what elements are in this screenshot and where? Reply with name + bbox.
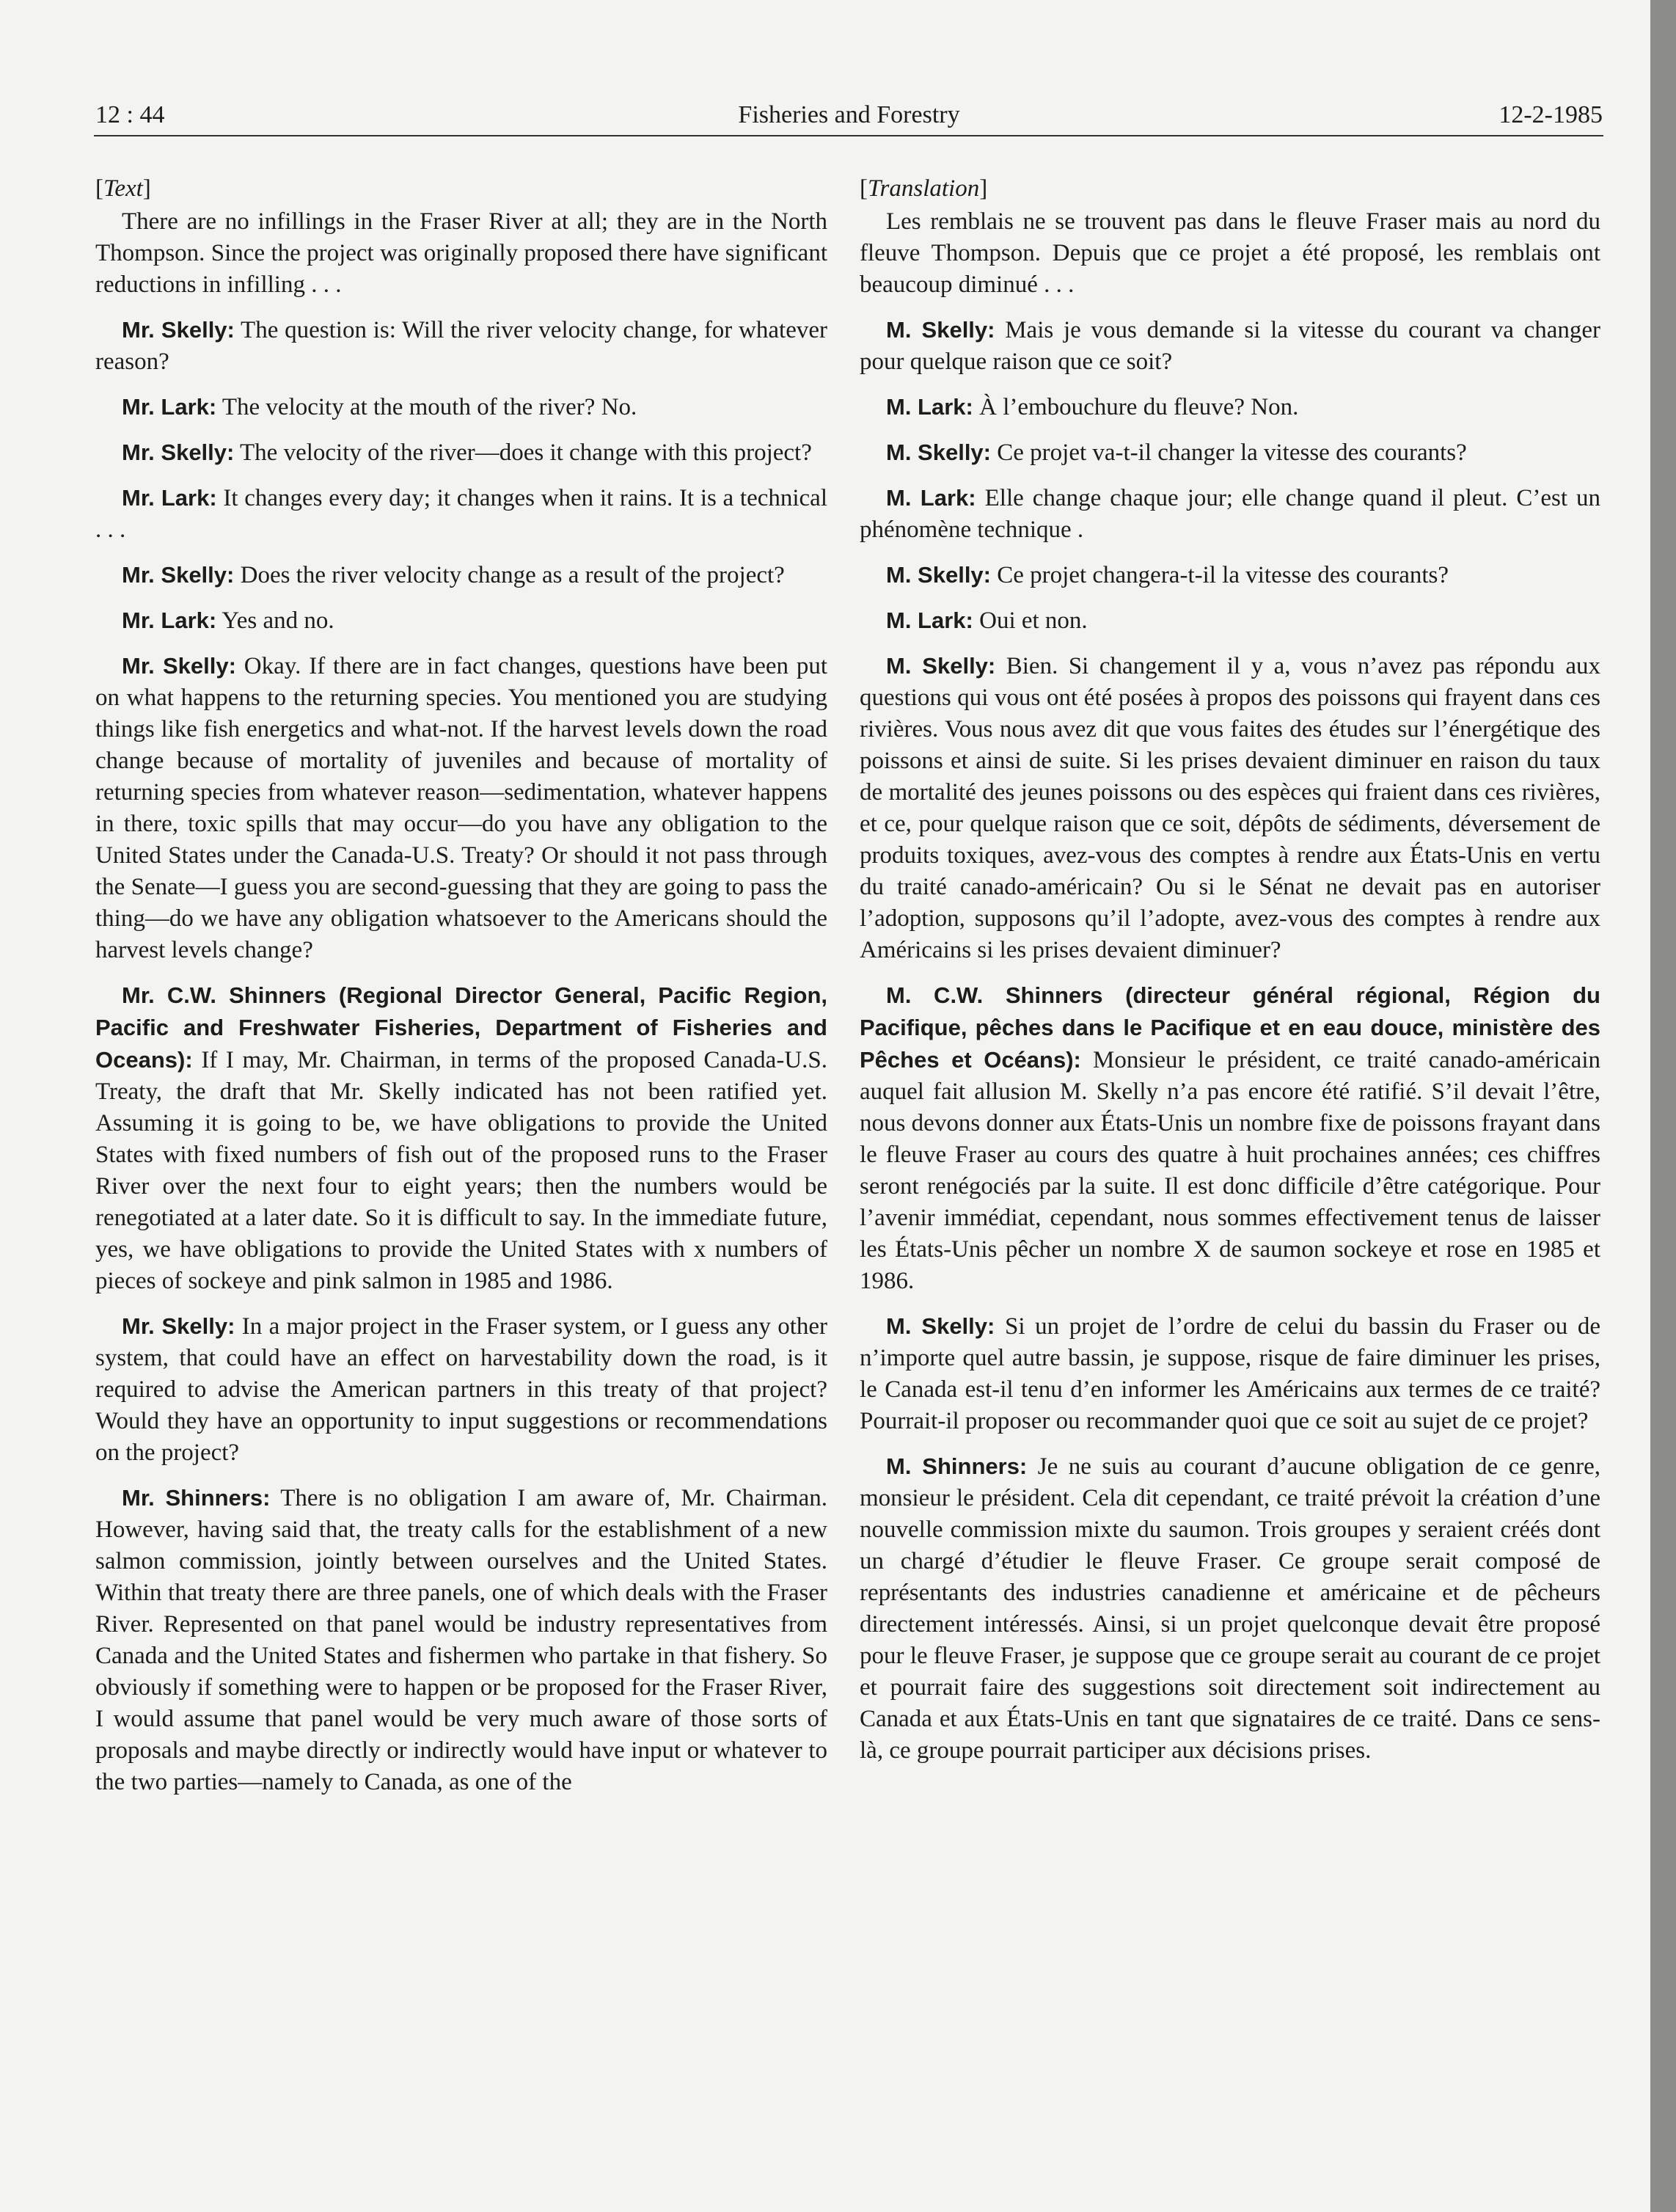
- transcript-paragraph: [860, 437, 1600, 469]
- page-header: [95, 101, 1603, 138]
- page-number: 12 : 44: [95, 101, 165, 128]
- speaker-name: M. Shinners:: [886, 1453, 1028, 1479]
- transcript-paragraph: [95, 1310, 827, 1469]
- speaker-name: M. Lark:: [886, 607, 973, 633]
- transcript-paragraph: [95, 206, 827, 301]
- speaker-name: Mr. Skelly:: [122, 1313, 235, 1339]
- transcript-paragraph: [95, 1482, 827, 1798]
- speaker-name: Mr. Lark:: [122, 485, 217, 511]
- transcript-paragraph: [860, 1450, 1600, 1767]
- speaker-name: Mr. Skelly:: [122, 653, 236, 679]
- speech-text: If I may, Mr. Chairman, in terms of the proposed Canada-U.S. Treaty, the draft that Mr. Skelly indicated has not been ratified yet. Assuming it is going to be, we have obligations to provide the United States with fixed numbers of fish out of the proposed runs to the Fraser River over the next four to eight years; then the numbers would be renegotiated at a later date. So it is difficult to say. In the immediate future, yes, we have obligations to provide the United States with x numbers of pieces of sockeye and pink salmon in 1985 and 1986.: [95, 1047, 828, 1294]
- speaker-name: M. Skelly:: [886, 1313, 995, 1339]
- section-language-tag: [Translation]: [860, 175, 988, 202]
- transcript-paragraph: [95, 605, 827, 637]
- transcript-paragraph: [95, 979, 827, 1297]
- transcript-paragraph: [860, 650, 1600, 966]
- header-rule: [94, 135, 1603, 136]
- transcript-paragraph: [860, 1310, 1600, 1437]
- running-title: Fisheries and Forestry: [738, 101, 960, 128]
- speech-text: Yes and no.: [222, 607, 334, 634]
- transcript-paragraph: [95, 437, 827, 469]
- speaker-name: Mr. C.W. Shinners (Regional Director General, Pacific Region, Pacific and Freshwater Fisheries, Department of Fisheries and Oceans):: [95, 982, 827, 1073]
- speech-text: The question is: Will the river velocity change, for whatever reason?: [95, 317, 827, 375]
- speaker-name: Mr. Lark:: [122, 394, 217, 420]
- transcript-paragraph: [860, 206, 1600, 301]
- page-edge-shadow: [1650, 0, 1676, 2212]
- transcript-paragraph: [95, 314, 827, 378]
- speech-text: The velocity of the river—does it change with this project?: [240, 439, 812, 466]
- speaker-name: M. Skelly:: [886, 439, 991, 465]
- speech-text: Si un projet de l’ordre de celui du bassin du Fraser ou de n’importe quel autre bassin, je suppose, risque de faire diminuer les prises, le Canada est-il tenu d’en informer les Américains aux termes de ce traité? Pourrait-il proposer ou recommander quoi que ce soit au sujet de ce projet?: [860, 1313, 1601, 1434]
- sitting-date: 12-2-1985: [1498, 101, 1603, 128]
- speech-text: It changes every day; it changes when it rains. It is a technical . . .: [95, 485, 827, 543]
- transcript-paragraph: [860, 979, 1600, 1297]
- section-language-tag: [Text]: [95, 175, 151, 202]
- speech-text: The velocity at the mouth of the river? No.: [222, 394, 637, 420]
- speech-text: Bien. Si changement il y a, vous n’avez pas répondu aux questions qui vous ont été posées à propos des poissons qui frayent dans ces rivières. Vous nous avez dit que vous faites des études sur l’énergétique des poissons et ainsi de suite. Si les prises devaient diminuer en raison du taux de mortalité des jeunes poissons ou des espèces qui fraient dans ces rivières, et ce, pour quelque raison que ce soit, dépôts de sédiments, déversement de produits toxiques, avez-vous des comptes à rendre aux États-Unis en vertu du traité canado-américain? Ou si le Sénat ne devait pas en autoriser l’adoption, supposons qu’il l’adopte, avez-vous des comptes à rendre aux Américains si les prises devaient diminuer?: [860, 653, 1600, 963]
- transcript-paragraph: [860, 605, 1600, 637]
- speaker-name: Mr. Skelly:: [122, 317, 235, 343]
- transcript-paragraph: [95, 650, 827, 966]
- speaker-name: M. Skelly:: [886, 317, 995, 343]
- transcript-paragraph: [860, 391, 1600, 423]
- speech-text: Elle change chaque jour; elle change quand il pleut. C’est un phénomène technique .: [860, 485, 1601, 543]
- speaker-name: M. Skelly:: [886, 653, 996, 679]
- speech-text: There is no obligation I am aware of, Mr. Chairman. However, having said that, the treaty calls for the establishment of a new salmon commission, jointly between ourselves and the United States. Within that treaty there are three panels, one of which deals with the Fraser River. Represented on that panel would be industry representatives from Canada and the United States and fishermen who partake in that fishery. So obviously if something were to happen or be proposed for the Fraser River, I would assume that panel would be very much aware of those sorts of proposals and maybe directly or indirectly would have input or whatever to the two parties—namely to Canada, as one of the: [95, 1485, 827, 1795]
- french-column: [860, 173, 1600, 1780]
- speaker-name: M. Lark:: [886, 485, 976, 511]
- speaker-name: Mr. Skelly:: [122, 439, 235, 465]
- transcript-paragraph: [95, 391, 827, 423]
- speaker-name: Mr. Lark:: [122, 607, 217, 633]
- speaker-name: Mr. Skelly:: [122, 562, 235, 588]
- speech-text: Mais je vous demande si la vitesse du courant va changer pour quelque raison que ce soit?: [860, 317, 1600, 375]
- speech-text: Does the river velocity change as a result of the project?: [240, 562, 785, 588]
- speech-text: Okay. If there are in fact changes, questions have been put on what happens to the returning species. You mentioned you are studying things like fish energetics and what-not. If the harvest levels down the road change because of mortality of juveniles and because of mortality of returning species from whatever reason—sedimentation, whatever happens in there, toxic spills that may occur—do you have any obligation to the United States under the Canada-U.S. Treaty? Or should it not pass through the Senate—I guess you are second-guessing that they are going to pass the thing—do we have any obligation whatsoever to the Americans should the harvest levels change?: [95, 653, 827, 963]
- speech-text: In a major project in the Fraser system, or I guess any other system, that could have an effect on harvestability down the road, is it required to advise the American partners in this treaty of that project? Would they have an opportunity to input suggestions or recommendations on the project?: [95, 1313, 827, 1466]
- transcript-paragraph: [860, 482, 1600, 546]
- english-column: [95, 173, 827, 1811]
- language-tag-text: Text: [103, 175, 143, 202]
- speech-text: Les remblais ne se trouvent pas dans le fleuve Fraser mais au nord du fleuve Thompson. Depuis que ce projet a été proposé, les remblais ont beaucoup diminué . . .: [860, 208, 1600, 298]
- language-tag-text: Translation: [868, 175, 980, 202]
- speaker-name: M. Lark:: [886, 394, 973, 420]
- speaker-name: M. Skelly:: [886, 562, 991, 588]
- speech-text: À l’embouchure du fleuve? Non.: [979, 394, 1299, 420]
- speech-text: Ce projet changera-t-il la vitesse des courants?: [997, 562, 1449, 588]
- speaker-name: Mr. Shinners:: [122, 1485, 271, 1511]
- transcript-paragraph: [860, 559, 1600, 591]
- transcript-paragraph: [95, 482, 827, 546]
- speech-text: Je ne suis au courant d’aucune obligation de ce genre, monsieur le président. Cela dit cependant, ce traité prévoit la création d’une nouvelle commission mixte du saumon. Trois groupes y seraient créés dont un chargé d’étudier le fleuve Fraser. Ce groupe serait composé de représentants des industries canadienne et américaine et de pêcheurs directement intéressés. Ainsi, si un projet quelconque devait être proposé pour le fleuve Fraser, je suppose que ce groupe serait au courant de ce projet et pourrait faire des suggestions soit directement soit indirectement au Canada et aux États-Unis en tant que signataires de ce traité. Dans ce sens-là, ce groupe pourrait participer aux décisions prises.: [860, 1453, 1601, 1764]
- speech-text: Oui et non.: [979, 607, 1088, 634]
- speech-text: There are no infillings in the Fraser River at all; they are in the North Thompson. Since the project was originally proposed there have significant reductions in infilling . . .: [95, 208, 827, 298]
- speaker-name: M. C.W. Shinners (directeur général régional, Région du Pacifique, pêches dans le Pacifique et en eau douce, ministère des Pêches et Océans):: [860, 982, 1600, 1073]
- speech-text: Ce projet va-t-il changer la vitesse des courants?: [997, 439, 1467, 466]
- speech-text: Monsieur le président, ce traité canado-américain auquel fait allusion M. Skelly n’a pas encore été ratifié. S’il devait l’être, nous devons donner aux États-Unis un nombre fixe de poissons frayant dans le fleuve Fraser au cours des quatre à huit prochaines années; ces chiffres seront renégociés par la suite. Il est donc difficile d’être catégorique. Pour l’avenir immédiat, cependant, nous sommes effectivement tenus de laisser les États-Unis pêcher un nombre X de saumon sockeye et rose en 1985 et 1986.: [860, 1047, 1600, 1294]
- transcript-paragraph: [95, 559, 827, 591]
- transcript-paragraph: [860, 314, 1600, 378]
